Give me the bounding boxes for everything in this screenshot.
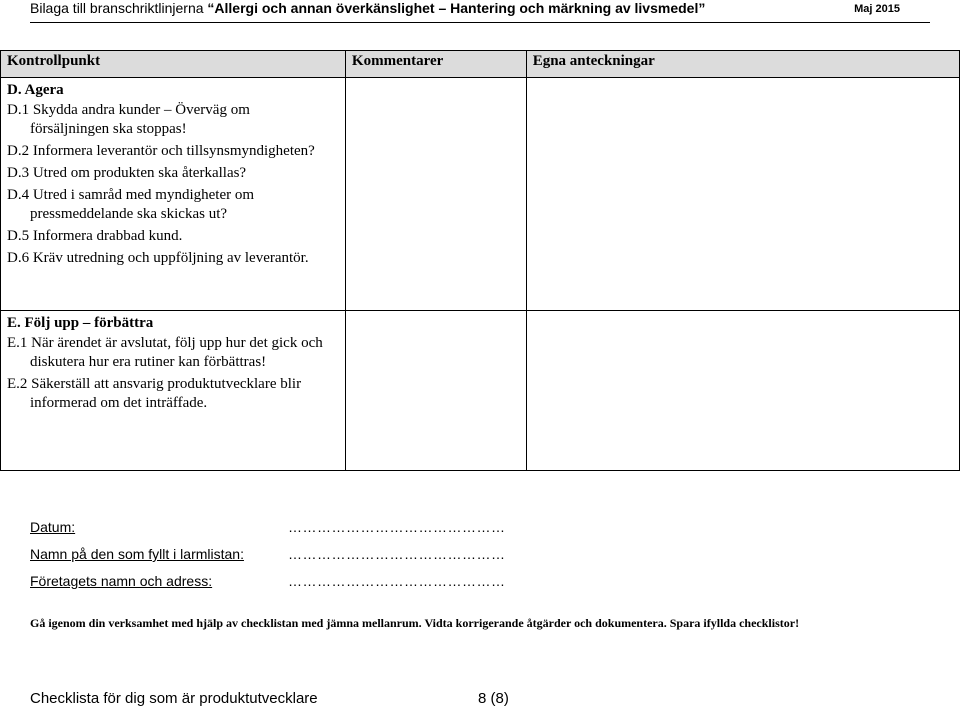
company-label: Företagets namn och adress: [30, 573, 213, 589]
section-title: D. Agera [7, 82, 64, 98]
checklist-table [0, 50, 960, 471]
header-title-prefix: Bilaga till branschriktlinjerna [30, 0, 204, 16]
checklist-item-d6: D.6 Kräv utredning och uppföljning av leverantör. [7, 250, 309, 266]
checklist-item-d4: D.4 Utred i samråd med myndigheter om pressmeddelande ska skickas ut? [7, 187, 255, 222]
company-field[interactable]: ……………………………………… [288, 573, 506, 589]
filled-by-label: Namn på den som fyllt i larmlistan: [30, 546, 244, 562]
checklist-item-d5: D.5 Informera drabbad kund. [7, 228, 183, 244]
date-label: Datum: [30, 519, 76, 535]
notes-cell-e[interactable] [526, 311, 959, 471]
section-row-d [1, 78, 960, 311]
section-e-cell [1, 311, 346, 471]
page-header [30, 0, 930, 20]
checklist-item-e2: E.2 Säkerställ att ansvarig produktutvecklare blir informerad om det inträffade. [7, 376, 302, 411]
page-number: 8 (8) [478, 690, 509, 707]
header-title-bold: “Allergi och annan överkänslighet – Hantering och märkning av livsmedel” [207, 0, 706, 16]
column-header-kontrollpunkt: Kontrollpunkt [1, 51, 346, 78]
header-divider [30, 22, 930, 23]
filled-by-field[interactable]: ……………………………………… [288, 546, 506, 562]
instruction-text: Gå igenom din verksamhet med hjälp av checklistan med jämna mellanrum. Vidta korrigerande åtgärder och dokumentera. Spara ifyllda checklistor! [30, 616, 800, 630]
comment-cell-d[interactable] [345, 78, 526, 311]
header-date: Maj 2015 [854, 3, 900, 15]
section-title: E. Följ upp – förbättra [7, 315, 154, 331]
notes-cell-d[interactable] [526, 78, 959, 311]
checklist-item-d1: D.1 Skydda andra kunder – Överväg om försäljningen ska stoppas! [7, 102, 250, 137]
checklist-item-e1: E.1 När ärendet är avslutat, följ upp hur det gick och diskutera hur era rutiner kan förbättras! [7, 335, 323, 370]
column-header-kommentarer: Kommentarer [345, 51, 526, 78]
section-d-cell [1, 78, 346, 311]
date-field[interactable]: ……………………………………… [288, 519, 506, 535]
footer-title: Checklista för dig som är produktutvecklare [30, 690, 318, 707]
header-title [30, 0, 705, 16]
table-header-row [1, 51, 960, 78]
checklist-item-d3: D.3 Utred om produkten ska återkallas? [7, 165, 247, 181]
checklist-item-d2: D.2 Informera leverantör och tillsynsmyndigheten? [7, 143, 315, 159]
comment-cell-e[interactable] [345, 311, 526, 471]
column-header-egna-anteckningar: Egna anteckningar [526, 51, 959, 78]
page-footer [30, 690, 509, 707]
section-row-e [1, 311, 960, 471]
